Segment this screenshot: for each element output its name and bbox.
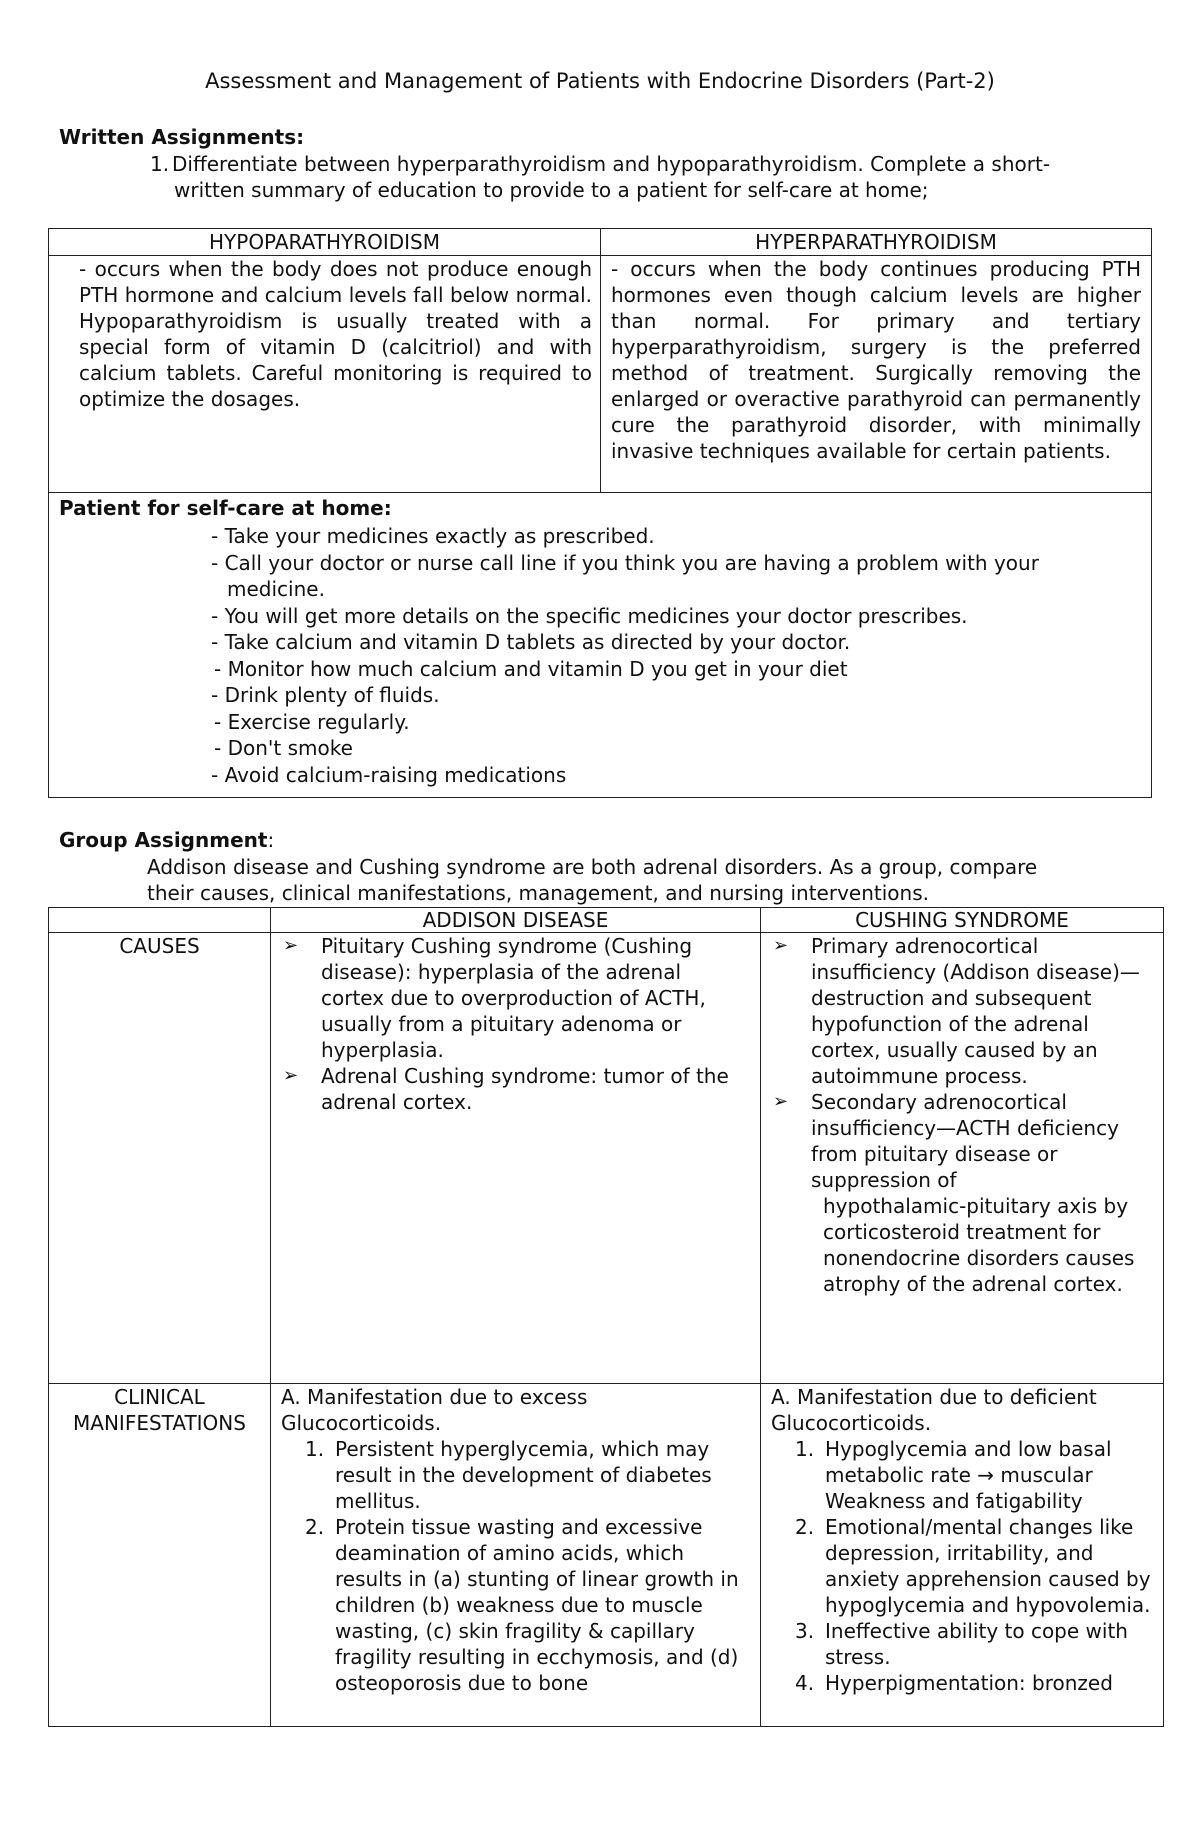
self-care-cell xyxy=(49,493,1152,798)
written-question xyxy=(150,151,1140,203)
item-number: 4. xyxy=(795,1671,815,1695)
item-text: Ineffective ability to cope with stress. xyxy=(825,1619,1128,1669)
header-hypoparathyroidism: HYPOPARATHYROIDISM xyxy=(49,229,601,256)
addison-clinical-item xyxy=(271,1514,746,1696)
cushing-cause-continuation: hypothalamic-pituitary axis by corticosteroid treatment for nonendocrine disorders causes atrophy of the adrenal cortex. xyxy=(823,1194,1135,1296)
item-number: 1. xyxy=(305,1437,325,1461)
self-care-item: - Drink plenty of fluids. xyxy=(211,683,440,707)
self-care-title: Patient for self-care at home: xyxy=(59,496,392,520)
self-care-item: - Take calcium and vitamin D tablets as directed by your doctor. xyxy=(211,630,851,654)
cushing-clinical-item xyxy=(761,1670,1153,1696)
header-hyperparathyroidism: HYPERPARATHYROIDISM xyxy=(601,229,1152,256)
group-heading-tail: : xyxy=(267,828,275,852)
self-care-item: - Monitor how much calcium and vitamin D you get in your diet xyxy=(214,656,848,681)
row-label-causes: CAUSES xyxy=(49,933,271,1384)
self-care-item: - You will get more details on the specific medicines your doctor prescribes. xyxy=(211,603,968,628)
hyperparathyroidism-description: - occurs when the body continues producing PTH hormones even though calcium levels are higher than normal. For primary and tertiary hyperparathyroidism, surgery is the preferred method of treatment. Surgically removing the enlarged or overactive parathyroid can permanently cure the parathyroid disorder, with minimally invasive techniques available for certain patients. xyxy=(601,256,1152,493)
addison-clinical-intro: A. Manifestation due to excess Glucocorticoids. xyxy=(281,1385,588,1435)
group-line-1: Addison disease and Cushing syndrome are both adrenal disorders. As a group, compare xyxy=(147,855,1038,879)
cushing-cause-item: ➢ Primary adrenocortical insufficiency (Addison disease)—destruction and subsequent hypofunction of the adrenal cortex, usually caused by an autoimmune process. xyxy=(761,933,1149,1089)
written-assignments-heading: Written Assignments: xyxy=(59,125,305,149)
cushing-clinical-item xyxy=(761,1436,1153,1514)
cushing-clinical-item xyxy=(761,1514,1153,1618)
self-care-item: medicine. xyxy=(227,577,325,601)
self-care-list xyxy=(211,523,1141,788)
addison-cause-item: ➢ Pituitary Cushing syndrome (Cushing disease): hyperplasia of the adrenal cortex due to overproduction of ACTH, usually from a pituitary adenoma or hyperplasia. xyxy=(271,933,744,1063)
addison-clinical-item xyxy=(271,1436,746,1514)
cushing-cause-item xyxy=(761,1089,1149,1297)
group-assignment-heading xyxy=(59,827,274,853)
addison-causes-cell xyxy=(271,933,761,1384)
group-heading-bold: Group Assignment xyxy=(59,828,268,852)
item-number: 2. xyxy=(305,1515,325,1539)
addison-clinical-cell xyxy=(271,1384,761,1727)
item-number: 1. xyxy=(795,1437,815,1461)
self-care-item: - Exercise regularly. xyxy=(214,709,410,734)
self-care-item: - Call your doctor or nurse call line if you think you are having a problem with your xyxy=(211,550,1039,575)
cushing-clinical-cell xyxy=(761,1384,1164,1727)
page-title: Assessment and Management of Patients with Endocrine Disorders (Part-2) xyxy=(205,69,995,93)
row-label-clinical-manifestations: CLINICAL MANIFESTATIONS xyxy=(49,1384,271,1727)
cushing-clinical-intro: A. Manifestation due to deficient Glucocorticoids. xyxy=(771,1385,1097,1435)
adrenal-comparison-table xyxy=(48,907,1164,1727)
item-number: 3. xyxy=(795,1619,815,1643)
question-line-2: written summary of education to provide to a patient for self-care at home; xyxy=(174,178,929,202)
parathyroid-table xyxy=(48,228,1152,798)
header-blank xyxy=(49,908,271,933)
addison-cause-item: ➢ Adrenal Cushing syndrome: tumor of the adrenal cortex. xyxy=(271,1063,744,1115)
question-line-1: Differentiate between hyperparathyroidism and hypoparathyroidism. Complete a short- xyxy=(172,152,1051,176)
hypoparathyroidism-description: - occurs when the body does not produce enough PTH hormone and calcium levels fall below normal. Hypoparathyroidism is usually treated with a special form of vitamin D (calcitriol) and with calcium tablets. Careful monitoring is required to optimize the dosages. xyxy=(49,256,601,493)
item-text: Hyperpigmentation: bronzed xyxy=(825,1671,1113,1695)
item-text: Protein tissue wasting and excessive deamination of amino acids, which results in (a) stunting of linear growth in children (b) weakness due to muscle wasting, (c) skin fragility & capillary fragility resulting in ecchymosis, and (d) osteoporosis due to bone xyxy=(335,1515,739,1695)
header-cushing-syndrome: CUSHING SYNDROME xyxy=(761,908,1164,933)
question-number: 1. xyxy=(150,152,170,176)
self-care-item: - Avoid calcium-raising medications xyxy=(211,762,567,787)
cushing-cause-text: Secondary adrenocortical insufficiency—ACTH deficiency from pituitary disease or suppression of xyxy=(811,1090,1119,1192)
cushing-clinical-item xyxy=(761,1618,1153,1670)
item-text: Persistent hyperglycemia, which may result in the development of diabetes mellitus. xyxy=(335,1437,712,1513)
header-addison-disease: ADDISON DISEASE xyxy=(271,908,761,933)
item-text: Emotional/mental changes like depression, irritability, and anxiety apprehension caused by hypoglycemia and hypovolemia. xyxy=(825,1515,1151,1617)
cushing-causes-cell xyxy=(761,933,1164,1384)
group-assignment-text xyxy=(147,854,1132,906)
group-line-2: their causes, clinical manifestations, management, and nursing interventions. xyxy=(147,881,929,905)
self-care-item: - Take your medicines exactly as prescribed. xyxy=(211,524,655,548)
item-text: Hypoglycemia and low basal metabolic rate → muscular Weakness and fatigability xyxy=(825,1437,1112,1513)
item-number: 2. xyxy=(795,1515,815,1539)
self-care-item: - Don't smoke xyxy=(214,736,353,760)
